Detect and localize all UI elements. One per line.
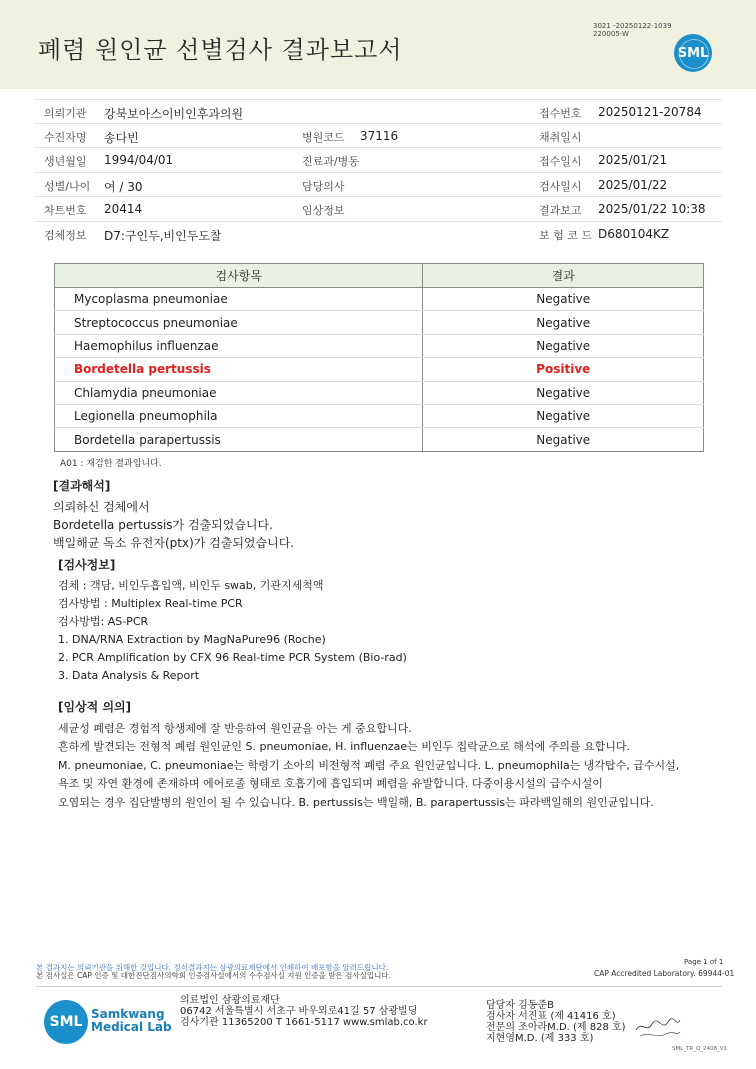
staff-line: 검사자 서진표 (제 41416 호) [486,1011,616,1022]
results-table [54,263,704,452]
test-result: Negative [423,428,704,451]
interpretation-line: 백일해균 독소 유전자(ptx)가 검출되었습니다. [53,536,295,550]
retest-note: A01 : 재검한 결과입니다. [60,459,162,469]
specimen-value: D7:구인두,비인두도찰 [104,228,222,243]
chart-no-label: 차트번호 [44,204,87,217]
table-row-positive [55,358,704,381]
request-org-value: 강북보아스이비인후과의원 [104,107,244,121]
birth-label: 생년월일 [44,155,87,168]
birth-value: 1994/04/01 [104,153,174,167]
insurance-code-value: D680104KZ [598,226,670,241]
clinical-meaning-line: M. pneumoniae, C. pneumoniae는 학령기 소아의 비전형적 폐렴 주요 원인균입니다. L. pneumophila는 냉각탑수, 급수시설, [58,758,680,772]
collect-date-label: 채취일시 [539,130,582,144]
patient-label: 수진자명 [44,130,87,144]
test-info-line: 1. DNA/RNA Extraction by MagNaPure96 (Roche) [58,633,326,646]
interpretation-line: 의뢰하신 검체에서 [53,500,150,514]
staff-line: 지현영M.D. (제 333 호) [486,1033,594,1044]
test-info-line: 2. PCR Amplification by CFX 96 Real-time PCR System (Bio-rad) [58,651,407,664]
brand-line-2: Medical Lab [91,1020,172,1034]
test-result: Negative [423,404,704,427]
clinical-meaning-line: 오염되는 경우 집단발병의 원인이 될 수 있습니다. B. pertussis는 백일해, B. parapertussis는 파라백일해의 원인균입니다. [58,795,654,809]
patient-value: 송다빈 [104,130,139,145]
test-info-line: 검체 : 객담, 비인두흡입액, 비인두 swab, 기관지세척액 [58,579,324,592]
form-code: SML_TR_Q_2408_V1 [672,1046,728,1052]
test-info-line: 검사방법 : Multiplex Real-time PCR [58,597,243,610]
address-line: 검사기관 11365200 T 1661-5117 www.smlab.co.kr [180,1017,428,1028]
request-org-label: 의뢰기관 [44,107,87,120]
clinical-meaning-section [58,698,679,812]
table-row [55,288,704,311]
sex-age-value: 여 / 30 [104,179,143,194]
document-code-line-1: 3021 -20250122-1039 [593,22,672,30]
document-code [593,22,672,38]
receipt-no-value: 20250121-20784 [598,105,702,119]
address-line: 의료법인 삼광의료재단 [180,995,280,1006]
test-item: Bordetella pertussis [55,358,423,381]
column-header-item: 검사항목 [55,264,423,288]
cap-accreditation: CAP Accredited Laboratory. 69944-01 [594,969,735,978]
interpretation-section [53,477,294,552]
clinical-meaning-line: 세균성 폐렴은 경험적 항생제에 잘 반응하여 원인균을 아는 게 중요합니다. [58,721,412,735]
test-item: Chlamydia pneumoniae [55,381,423,404]
info-row [34,99,722,124]
test-date-label: 검사일시 [539,179,582,193]
chart-no-value: 20414 [104,202,143,216]
clinical-info-label: 임상정보 [302,204,345,217]
staff-line: 전문의 조아라M.D. (제 828 호) [486,1022,626,1033]
patient-info-grid [34,99,722,246]
signature-image [632,1012,682,1042]
test-result: Negative [423,381,704,404]
lab-address [180,995,428,1028]
interpretation-line: Bordetella pertussis가 검출되었습니다. [53,518,273,532]
address-line: 06742 서울특별시 서초구 바우뫼로41길 57 삼광빌딩 [180,1006,418,1017]
brand-line-1: Samkwang [91,1007,165,1021]
test-item: Streptococcus pneumoniae [55,311,423,334]
test-item: Legionella pneumophila [55,404,423,427]
footer-brand [91,1008,172,1034]
clinical-meaning-heading: [임상적 의의] [58,700,132,714]
report-header [0,0,756,89]
table-row [55,404,704,427]
test-result: Negative [423,288,704,311]
page-number: Page 1 of 1 [684,958,724,966]
document-code-line-2: 220005-W [593,30,629,38]
doctor-label: 담당의사 [302,179,345,193]
receipt-date-label: 접수일시 [539,155,582,168]
test-item: Haemophilus influenzae [55,334,423,357]
print-disclaimer: 본 결과지는 의뢰기관을 위해한 것입니다. 정식결과지는 삼광의료재단에서 인쇄하여 배포함을 알려드립니다. [36,963,389,972]
test-result: Negative [423,311,704,334]
footer-sml-logo: SML [44,1000,88,1044]
insurance-code-label: 보 험 코 드 [539,228,592,242]
results-header-row [55,264,704,288]
info-row [34,124,722,149]
sml-logo: SML [674,34,712,72]
test-item: Mycoplasma pneumoniae [55,288,423,311]
info-row [34,173,722,198]
info-row [34,148,722,173]
table-row [55,381,704,404]
test-item: Bordetella parapertussis [55,428,423,451]
test-info-line: 검사방법: AS-PCR [58,615,149,628]
report-date-label: 결과보고 [539,204,582,217]
table-row [55,428,704,451]
test-result: Negative [423,334,704,357]
dept-label: 진료과/병동 [302,155,359,168]
info-row [34,197,722,222]
accreditation-disclaimer: 본 검사실은 CAP 인증 및 대한진단검사의학회 인증검사실에서의 수수검사실 지원 인증을 받은 검사실입니다. [36,971,392,980]
staff-block [486,1000,626,1044]
table-row [55,311,704,334]
test-info-line: 3. Data Analysis & Report [58,669,200,682]
specimen-label: 검체정보 [44,228,87,242]
test-date-value: 2025/01/22 [598,177,668,192]
staff-line: 담당자 김동준B [486,1000,554,1011]
receipt-no-label: 접수번호 [539,107,582,120]
info-row [34,222,722,247]
report-date-value: 2025/01/22 10:38 [598,202,706,216]
test-info-section [58,556,407,685]
receipt-date-value: 2025/01/21 [598,153,668,167]
test-result: Positive [423,358,704,381]
sex-age-label: 성별/나이 [44,179,91,193]
clinical-meaning-line: 흔하게 발견되는 전형적 폐렴 원인균인 S. pneumoniae, H. influenzae는 비인두 집락균으로 해석에 주의를 요합니다. [58,740,631,753]
interpretation-heading: [결과해석] [53,479,111,493]
clinical-meaning-line: 욕조 및 자연 환경에 존재하며 에어로졸 형태로 호흡기에 흡입되며 폐렴을 유발합니다. 다중이용시설의 급수시설이 [58,777,603,790]
hospital-code-value: 37116 [360,128,399,143]
column-header-result: 결과 [423,264,704,288]
test-info-heading: [검사정보] [58,558,116,572]
footer-divider [36,986,722,987]
report-title: 폐렴 원인균 선별검사 결과보고서 [38,36,403,64]
table-row [55,334,704,357]
hospital-code-label: 병원코드 [302,130,345,144]
